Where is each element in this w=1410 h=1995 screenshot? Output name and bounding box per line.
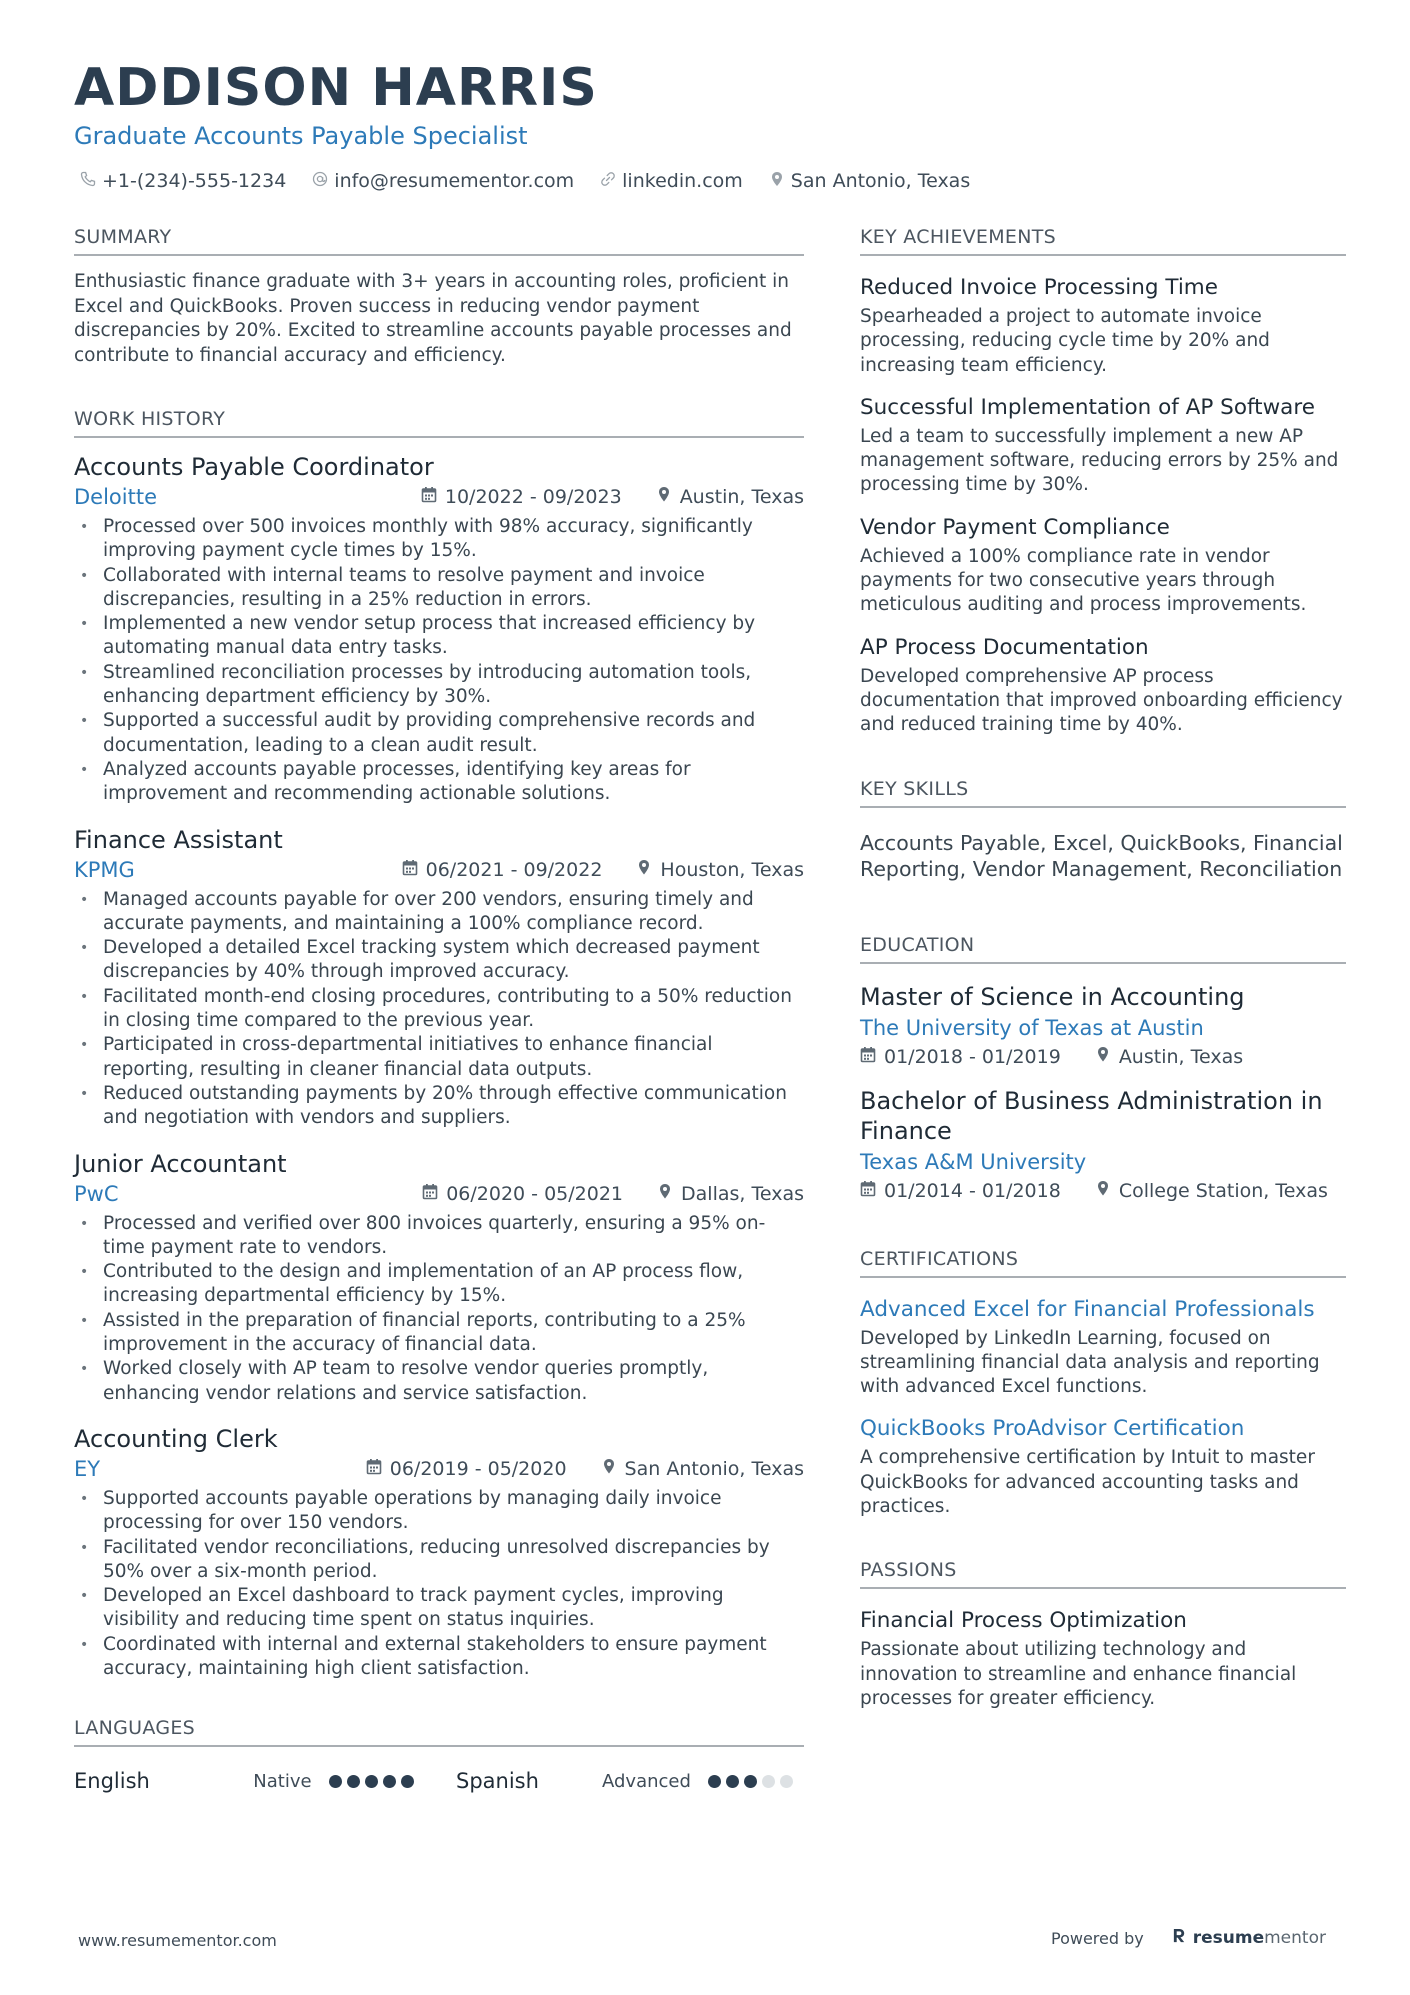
job-bullet: • Worked closely with AP team to resolve vendor queries promptly, enhancing vendor relations and service satisfaction. xyxy=(74,1357,804,1406)
achievement-item xyxy=(860,514,1346,618)
certifications-section xyxy=(860,1248,1346,1520)
skills-section xyxy=(860,778,1346,882)
achievements-heading: KEY ACHIEVEMENTS xyxy=(860,226,1346,256)
summary-section xyxy=(74,226,804,368)
language-item xyxy=(74,1769,414,1793)
job-bullets xyxy=(74,515,804,807)
job-bullets xyxy=(74,888,804,1131)
language-rating xyxy=(329,1775,414,1788)
achievement-desc: Developed comprehensive AP process documentation that improved onboarding efficiency and reduced training time by 40%. xyxy=(860,665,1343,736)
location-pin-icon xyxy=(657,1183,673,1205)
job-entry xyxy=(74,1149,804,1406)
skills-heading: KEY SKILLS xyxy=(860,778,1346,808)
location-pin-icon xyxy=(601,1458,617,1480)
education-dates: 01/2018 - 01/2019 xyxy=(884,1045,1061,1068)
language-level: Native xyxy=(253,1770,312,1792)
job-location: Dallas, Texas xyxy=(681,1182,804,1205)
powered-by-label: Powered by xyxy=(1051,1928,1144,1948)
email-text: info@resumementor.com xyxy=(334,170,575,192)
language-name: Spanish xyxy=(456,1769,539,1794)
achievements-section xyxy=(860,226,1346,738)
job-bullet: • Participated in cross-departmental initiatives to enhance financial reporting, resulting in cleaner financial data outputs. xyxy=(74,1033,804,1082)
job-location: Houston, Texas xyxy=(660,858,804,881)
achievement-desc: Achieved a 100% compliance rate in vendor payments for two consecutive years through meticulous auditing and process improvements. xyxy=(860,545,1307,616)
school-name: The University of Texas at Austin xyxy=(860,1015,1204,1040)
languages-section xyxy=(74,1717,804,1793)
certification-title: QuickBooks ProAdvisor Certification xyxy=(860,1416,1245,1442)
job-bullet: • Analyzed accounts payable processes, identifying key areas for improvement and recommending actionable solutions. xyxy=(74,758,804,807)
job-location: San Antonio, Texas xyxy=(624,1457,804,1480)
rating-dot-filled xyxy=(383,1775,396,1788)
achievement-title: AP Process Documentation xyxy=(860,634,1149,660)
footer-powered xyxy=(1051,1927,1326,1949)
job-bullet: • Processed and verified over 800 invoices quarterly, ensuring a 95% on-time payment rate to vendors. xyxy=(74,1212,804,1261)
achievement-item xyxy=(860,634,1346,738)
brand-mark-icon xyxy=(1172,1927,1187,1949)
rating-dot-filled xyxy=(365,1775,378,1788)
job-bullet: • Developed a detailed Excel tracking system which decreased payment discrepancies by 40% through improved accuracy. xyxy=(74,936,804,985)
certifications-heading: CERTIFICATIONS xyxy=(860,1248,1346,1278)
contact-location xyxy=(769,170,970,192)
job-title: Finance Assistant xyxy=(74,825,283,854)
contact-phone xyxy=(80,170,286,192)
education-heading: EDUCATION xyxy=(860,934,1346,964)
job-title: Accounting Clerk xyxy=(74,1424,278,1453)
education-location: College Station, Texas xyxy=(1118,1179,1328,1202)
job-dates: 10/2022 - 09/2023 xyxy=(444,486,622,508)
achievement-item xyxy=(860,274,1346,378)
candidate-name: ADDISON HARRIS xyxy=(74,58,598,118)
company-name: EY xyxy=(74,1456,101,1481)
school-name: Texas A&M University xyxy=(860,1149,1087,1174)
work-history-heading: WORK HISTORY xyxy=(74,408,804,438)
rating-dot-filled xyxy=(401,1775,414,1788)
location-pin-icon xyxy=(1095,1180,1111,1202)
job-bullet: • Coordinated with internal and external stakeholders to ensure payment accuracy, maintaining high client satisfaction. xyxy=(74,1633,804,1682)
company-name: KPMG xyxy=(74,857,135,882)
achievement-item xyxy=(860,394,1346,498)
summary-heading: SUMMARY xyxy=(74,226,804,256)
job-title: Accounts Payable Coordinator xyxy=(74,453,434,481)
job-entry xyxy=(74,825,804,1131)
contact-email[interactable] xyxy=(312,170,574,192)
job-bullet: • Managed accounts payable for over 200 vendors, ensuring timely and accurate payments, and maintaining a 100% compliance record. xyxy=(74,888,804,937)
rating-dot-empty xyxy=(762,1775,775,1788)
education-item xyxy=(860,1086,1346,1202)
job-bullet: • Processed over 500 invoices monthly with 98% accuracy, significantly improving payment cycle times by 15%. xyxy=(74,515,804,564)
languages-heading: LANGUAGES xyxy=(74,1717,804,1747)
location-pin-icon xyxy=(1095,1046,1111,1068)
left-column xyxy=(74,226,804,1793)
link-icon xyxy=(600,170,616,192)
education-dates: 01/2014 - 01/2018 xyxy=(884,1179,1061,1202)
location-text: San Antonio, Texas xyxy=(790,170,971,192)
job-location: Austin, Texas xyxy=(679,486,804,508)
job-dates: 06/2020 - 05/2021 xyxy=(446,1182,624,1205)
calendar-icon xyxy=(422,1183,438,1205)
footer-website[interactable]: www.resumementor.com xyxy=(78,1931,277,1950)
job-bullet: • Facilitated vendor reconciliations, reducing unresolved discrepancies by 50% over a six-month period. xyxy=(74,1536,804,1585)
job-title: Junior Accountant xyxy=(74,1149,287,1178)
calendar-icon xyxy=(366,1458,382,1480)
job-entry xyxy=(74,452,804,807)
degree-title: Bachelor of Business Administration in Finance xyxy=(860,1086,1323,1145)
job-bullets xyxy=(74,1212,804,1406)
company-name: PwC xyxy=(74,1181,119,1206)
company-name: Deloitte xyxy=(74,485,157,509)
job-dates: 06/2021 - 09/2022 xyxy=(425,858,603,881)
education-section xyxy=(860,934,1346,1202)
job-dates: 06/2019 - 05/2020 xyxy=(389,1457,567,1480)
work-history-section xyxy=(74,408,804,1681)
rating-dot-filled xyxy=(744,1775,757,1788)
rating-dot-filled xyxy=(708,1775,721,1788)
passions-heading: PASSIONS xyxy=(860,1559,1346,1589)
passion-item xyxy=(860,1607,1346,1711)
rating-dot-filled xyxy=(329,1775,342,1788)
certification-desc: A comprehensive certification by Intuit to master QuickBooks for advanced accounting tasks and practices. xyxy=(860,1447,1315,1518)
languages-row xyxy=(74,1769,804,1793)
job-bullet: • Developed an Excel dashboard to track payment cycles, improving visibility and reducing time spent on status inquiries. xyxy=(74,1584,804,1633)
certification-title: Advanced Excel for Financial Professionals xyxy=(860,1296,1315,1322)
at-icon xyxy=(312,170,328,192)
language-name: English xyxy=(74,1769,150,1794)
passion-title: Financial Process Optimization xyxy=(860,1608,1187,1634)
contact-bar xyxy=(80,170,970,192)
job-entry xyxy=(74,1424,804,1681)
achievement-title: Successful Implementation of AP Software xyxy=(860,394,1315,420)
brand-logo[interactable] xyxy=(1172,1927,1326,1949)
candidate-title: Graduate Accounts Payable Specialist xyxy=(74,122,528,150)
brand-name-light: mentor xyxy=(1264,1928,1326,1948)
job-bullet: • Streamlined reconciliation processes by introducing automation tools, enhancing department efficiency by 30%. xyxy=(74,661,804,710)
calendar-icon xyxy=(402,859,418,881)
location-pin-icon xyxy=(636,859,652,881)
contact-linkedin[interactable] xyxy=(600,170,743,192)
achievement-desc: Led a team to successfully implement a new AP management software, reducing errors by 25% and processing time by 30%. xyxy=(860,425,1339,496)
job-bullet: • Assisted in the preparation of financial reports, contributing to a 25% improvement in the accuracy of financial data. xyxy=(74,1309,804,1358)
degree-title: Master of Science in Accounting xyxy=(860,982,1245,1011)
rating-dot-empty xyxy=(780,1775,793,1788)
achievement-desc: Spearheaded a project to automate invoice processing, reducing cycle time by 20% and increasing team efficiency. xyxy=(860,306,1270,376)
brand-name-bold: resume xyxy=(1192,1928,1265,1948)
rating-dot-filled xyxy=(726,1775,739,1788)
certification-item xyxy=(860,1415,1346,1519)
language-level: Advanced xyxy=(602,1770,691,1792)
right-column xyxy=(860,226,1346,1711)
education-location: Austin, Texas xyxy=(1118,1045,1244,1068)
calendar-icon xyxy=(421,486,437,508)
calendar-icon xyxy=(860,1046,876,1068)
skills-list: Accounts Payable, Excel, QuickBooks, Financial Reporting, Vendor Management, Reconciliation xyxy=(860,830,1343,881)
certification-desc: Developed by LinkedIn Learning, focused on streamlining financial data analysis and reporting with advanced Excel functions. xyxy=(860,1327,1320,1398)
job-bullet: • Reduced outstanding payments by 20% through effective communication and negotiation with vendors and suppliers. xyxy=(74,1082,804,1131)
phone-icon xyxy=(80,170,96,192)
calendar-icon xyxy=(860,1180,876,1202)
rating-dot-filled xyxy=(347,1775,360,1788)
job-bullet: • Facilitated month-end closing procedures, contributing to a 50% reduction in closing time compared to the previous year. xyxy=(74,985,804,1034)
location-pin-icon xyxy=(656,486,672,508)
certification-item xyxy=(860,1296,1346,1400)
linkedin-text: linkedin.com xyxy=(622,170,743,192)
language-rating xyxy=(708,1775,793,1788)
job-bullet: • Contributed to the design and implementation of an AP process flow, increasing departmental efficiency by 15%. xyxy=(74,1260,804,1309)
job-bullet: • Supported accounts payable operations by managing daily invoice processing for over 150 vendors. xyxy=(74,1487,804,1536)
summary-text: Enthusiastic finance graduate with 3+ years in accounting roles, proficient in Excel and QuickBooks. Proven success in reducing vendor payment discrepancies by 20%. Excited to streamline accounts payable processes and contribute to financial accuracy and efficiency. xyxy=(74,271,792,366)
education-item xyxy=(860,982,1346,1068)
achievement-title: Vendor Payment Compliance xyxy=(860,514,1170,540)
location-pin-icon xyxy=(769,170,785,192)
job-bullet: • Implemented a new vendor setup process that increased efficiency by automating manual data entry tasks. xyxy=(74,612,804,661)
job-bullets xyxy=(74,1487,804,1681)
phone-text: +1-(234)-555-1234 xyxy=(102,170,287,192)
job-bullet: • Collaborated with internal teams to resolve payment and invoice discrepancies, resulting in a 25% reduction in errors. xyxy=(74,564,804,613)
job-bullet: • Supported a successful audit by providing comprehensive records and documentation, leading to a clean audit result. xyxy=(74,709,804,758)
achievement-title: Reduced Invoice Processing Time xyxy=(860,275,1218,300)
passions-section xyxy=(860,1559,1346,1711)
passion-desc: Passionate about utilizing technology and innovation to streamline and enhance financial processes for greater efficiency. xyxy=(860,1639,1297,1709)
language-item xyxy=(456,1769,793,1793)
